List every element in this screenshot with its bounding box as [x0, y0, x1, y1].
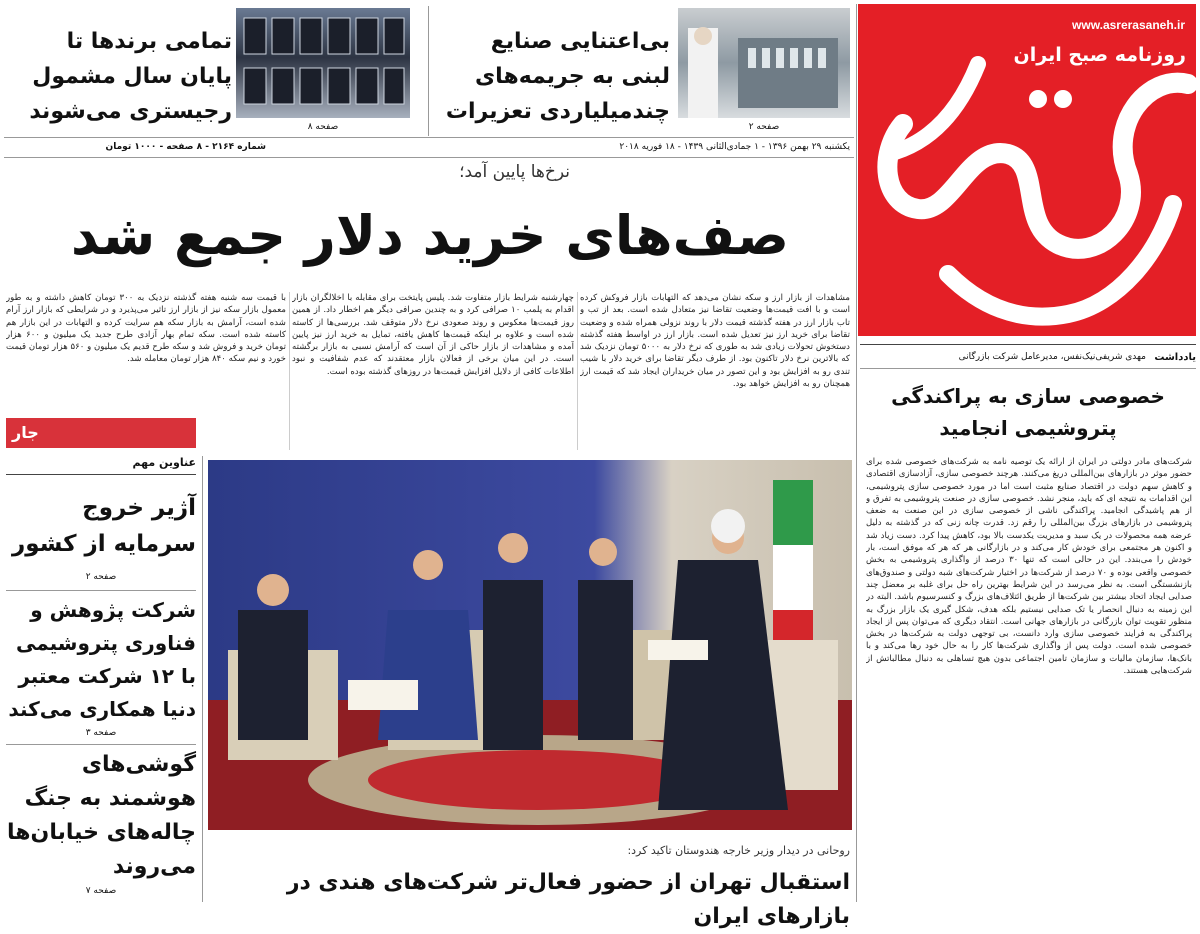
tagline: روزنامه صبح ایران [1013, 44, 1186, 66]
editorial-author: مهدی شریفی‌نیک‌نفس، مدیرعامل شرکت بازرگانی [958, 352, 1146, 362]
teaser-page-ref: صفحه ۸ [307, 122, 339, 132]
issue-info: شماره ۲۱۶۴ - ۸ صفحه - ۱۰۰۰ تومان [105, 142, 266, 152]
editorial-body: شرکت‌های مادر دولتی در ایران از ارائه یک توصیه نامه به شرکت‌های خصوصی شده برای حضور موثر در بازارهای بین‌المللی دریغ می‌کنند. هرچند خصوصی سازی، آزادسازی اقتصادی و کاهش سهم دولت در اقتصاد صنایع مثبت است اما در مورد خصوصی سازی پتروشیمی، این اقدامات به نتیجه ای که باید، منجر نشد. خصوصی سازی در صنعت پتروشیمی به تفرق و از هم پاشیدگی انجامید. پراکندگی ناشی از خصوصی سازی در این صنعت به ضعف پتروشیمی در بازارهای بزرگ بین‌المللی را رقم زد. قدرت چانه زنی که در گذشته به دلیل عرضه همه محصولات در یک سبد و مدیریت یکدست بالا بود، کاهش پیدا کرد. دست زیاد شد و اکنون هر مجتمعی برای خودش کار می‌کند و در بازارگانی هر که هر که موفق است، بار خودش را می‌بندد. این در حالی است که تنها ۳۰ درصد از واگذاری پتروشیمی به بخش خصوصی واقعی بوده و ۷۰ درصد از شرکت‌ها در اختیار شرکت‌های شبه دولتی و صندوق‌های بازنشستگی است. به نظر می‌رسد در این شرایط بهترین راه حل برای غلبه بر معضل چند صدایی ایجاد اتحاد بیشتر بین شرکت‌ها از طریق ائتلاف‌های بزرگ و کنسرسیوم باشد. البته در این زمینه به دنبال انحصار یا تک صدایی نیستیم بلکه هدف، شکل گیری یک بازار بزرگ به منظور تقویت توان بازرگانی در بازارهای جهانی است. انتقاد دیگری که می‌توان پس از ایجاد پراکندگی به فرایند خصوصی سازی وارد دانست، بی توجهی دولت به شرکت‌ها در بخش خصوصی شده است. دولت پس از واگذاری شرکت‌ها کار را به حال خود رها می‌کند و با بانک‌ها، سازمان مالیات و سازمان تامین اجتماعی بدون هیچ تساهلی به دنبال مطالباتش از شرکت‌هایی هستند. [866, 457, 1192, 677]
teaser-headline-brands[interactable]: تمامی برندها تا پایان سال مشمول رجیستری می‌شوند [29, 29, 232, 124]
sidebar-section-label: عناوین مهم [132, 456, 196, 469]
sidebar-page-ref: صفحه ۳ [85, 728, 117, 738]
photo-headline[interactable]: استقبال تهران از حضور فعال‌تر شرکت‌های هندی در بازارهای ایران [286, 870, 850, 929]
teaser-dairy-photo [678, 8, 850, 118]
sidebar-page-ref: صفحه ۷ [85, 886, 117, 896]
lead-headline[interactable]: صف‌های خرید دلار جمع شد [70, 204, 790, 267]
site-url[interactable]: www.asrerasaneh.ir [1072, 18, 1185, 32]
lead-kicker: نرخ‌ها پایین آمد؛ [459, 162, 570, 182]
teaser-page-ref: صفحه ۲ [748, 122, 780, 132]
editorial-headline[interactable]: خصوصی سازی به پراکندگی پتروشیمی انجامید [891, 384, 1165, 440]
lead-column-1: مشاهدات از بازار ارز و سکه نشان می‌دهد که التهابات بازار فروکش کرده است و با افت قیمت‌ها وضعیت تقاضا نیز متعادل شده است. بعد از تب و تاب بازار ارز در هفته گذشته قیمت دلار با روند نزولی همراه شده و وضعیت تقاضا برای خرید ارز نیز تعدیل شده است. بازار ارز در اواسط هفته گذشته دستخوش تحولات زیادی شد به طوری که نرخ دلار به ۵۰۰۰ تومان نزدیک شد که بالاترین نرخ دلار تاکنون بود. از طرف دیگر تقاضا برای خرید دلار با شیب تندی رو به افزایش بود و این تصور در میان خریداران ایجاد شد که قیمت ارز همچنان رو به افزایش خواهد بود. [580, 293, 850, 390]
sidebar-item-smartphones[interactable]: گوشی‌های هوشمند به جنگ چاله‌های خیابان‌ها می‌روند [7, 752, 196, 879]
lead-column-3: با قیمت سه شنبه هفته گذشته نزدیک به ۳۰۰ تومان کاهش داشته و به طور معمول بازار سکه نیز از بازار ارز تاثیر می‌پذیرد و در شرایطی که بازار ارز آرام شده است، آرامش به بازار سکه هم سرایت کرده و التهابات در این بازار هم کاسته شده است. سکه تمام بهار آزادی طرح جدید یک میلیون و ۶۰۰ هزار تومان خرید و فروش شد و سکه طرح قدیم یک میلیون و ۵۶۰ هزار تومان قیمت خورد و نیم سکه ۸۴۰ هزار تومان معامله شد. [6, 293, 286, 365]
sidebar-item-capital-flight[interactable]: آژیر خروج سرمایه از کشور [12, 495, 196, 557]
dateline: یکشنبه ۲۹ بهمن ۱۳۹۶ - ۱ جمادی‌الثانی ۱۴۳۹ - ۱۸ فوریه ۲۰۱۸ [619, 142, 850, 152]
editorial-label: یادداشت [1154, 352, 1196, 363]
teaser-phones-photo [236, 8, 410, 118]
teaser-headline-dairy[interactable]: بی‌اعتنایی صنایع لبنی به جریمه‌های چندمیلیاردی تعزیرات [445, 29, 670, 124]
sidebar-item-petrochem[interactable]: شرکت پژوهش و فناوری پتروشیمی با ۱۲ شرکت معتبر دنیا همکاری می‌کند [8, 598, 196, 721]
meeting-scene-icon [208, 460, 852, 830]
factory-worker-icon [678, 8, 850, 118]
sidebar-page-ref: صفحه ۲ [85, 572, 117, 582]
phone-display-icon [236, 8, 410, 118]
ad-banner[interactable] [6, 418, 196, 448]
lead-column-2: چهارشنبه شرایط بازار متفاوت شد. پلیس پایتخت برای مقابله با اخلالگران بازار اقدام به پلمب ۱۰ صرافی کرد و به چندین صرافی دیگر هم اخطار داد. از همین روز قیمت‌ها معکوس و روند صعودی نرخ دلار متوقف شد. بررسی‌ها از کاسته شده است و علاوه بر اینکه قیمت‌ها کاهش یافته، تمایل به خرید ارز نیز پایین آمده و مشاهدات از بازار حاکی از آن است که آرامش نسبی به بازار برگشته است. در این میان برخی از فعالان بازار معتقدند که عدم شفافیت و نبود اطلاعات کافی از دلایل افزایش قیمت‌ها در روزهای گذشته بوده است. [292, 293, 574, 377]
meeting-photo [208, 460, 852, 830]
ad-label: جار [12, 423, 39, 442]
photo-kicker: روحانی در دیدار وزیر خارجه هندوستان تاکید کرد: [627, 844, 850, 857]
